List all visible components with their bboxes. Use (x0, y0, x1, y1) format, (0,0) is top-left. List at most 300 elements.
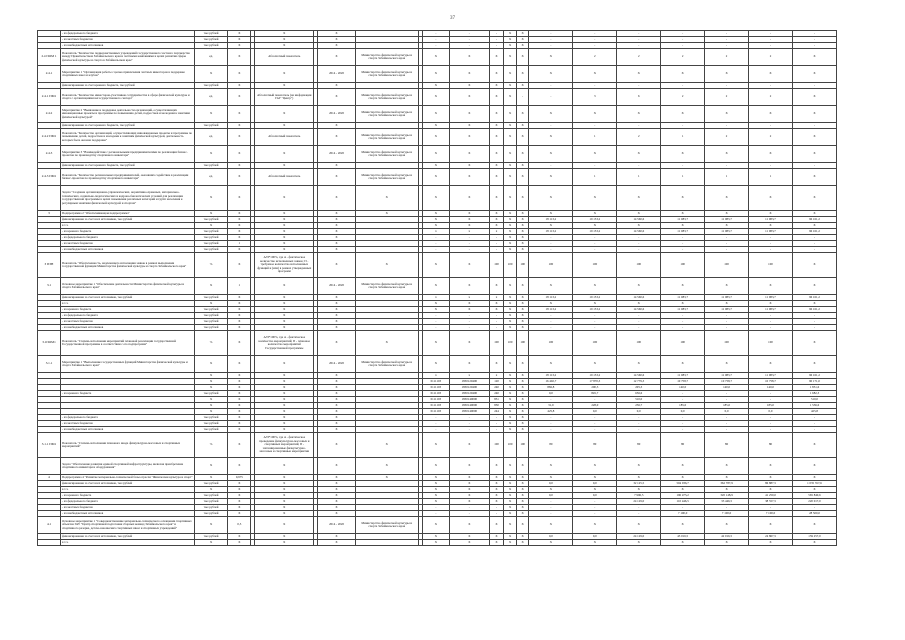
table-cell: X (422, 458, 449, 475)
table-cell: - (489, 325, 504, 331)
table-cell: - (705, 241, 749, 247)
table-cell: X (489, 89, 504, 106)
table-cell: - (573, 427, 617, 433)
table-cell: X (516, 487, 529, 493)
table-cell: X (228, 186, 251, 211)
table-cell: X (749, 186, 793, 211)
table-cell: X (749, 223, 793, 229)
table-cell: 96 161,2 (792, 373, 836, 379)
table-cell: X (422, 301, 449, 307)
table-cell: - (422, 43, 449, 49)
table-cell: - (749, 313, 793, 319)
table-cell: - (529, 83, 573, 89)
table-cell: 10 758,7 (749, 379, 793, 385)
table-cell: X (422, 487, 449, 493)
row-code-cell (38, 186, 61, 211)
table-cell: X (617, 475, 661, 481)
table-cell: 1 682,3 (792, 391, 836, 397)
table-cell: - (489, 241, 504, 247)
table-cell: 11 083,7 (749, 229, 793, 235)
table-cell: - (749, 397, 793, 403)
table-cell: X (318, 313, 356, 319)
table-row (38, 89, 837, 106)
table-cell: тыс.рублей (194, 319, 227, 325)
table-cell: X (504, 66, 517, 83)
row-code-cell (38, 540, 61, 546)
table-cell: X (516, 66, 529, 83)
table-cell: - (705, 31, 749, 37)
table-cell: 236,7 (617, 403, 661, 409)
table-cell: X (516, 223, 529, 229)
table-cell: 11 083,7 (749, 217, 793, 223)
row-description-cell: финансирование за счет краевого бюджета, тыс.рублей (61, 163, 195, 169)
table-cell: - (705, 123, 749, 129)
table-cell: X (573, 301, 617, 307)
table-cell: X (529, 129, 573, 146)
table-cell: 1830120400 (449, 379, 489, 385)
row-description-cell: Мероприятие 1 "Выполнение государственных функций Министерства физической культуры и спорта Забайкальского края" (61, 356, 195, 373)
table-cell: - (422, 241, 449, 247)
table-cell: 2014 - 2020 (318, 278, 356, 295)
table-cell: X (573, 517, 617, 534)
table-row (38, 433, 837, 458)
table-cell: X (194, 278, 227, 295)
table-cell: X (255, 391, 314, 397)
table-cell: X (792, 223, 836, 229)
table-cell: X (489, 106, 504, 123)
table-cell: X (792, 487, 836, 493)
table-cell: X (749, 146, 793, 163)
table-cell: - (661, 427, 705, 433)
table-cell (355, 540, 418, 546)
table-cell: 2 (705, 129, 749, 146)
table-cell: X (449, 493, 489, 499)
table-cell: X (318, 409, 356, 415)
table-cell: 96 161,2 (792, 229, 836, 235)
table-cell: X (661, 211, 705, 217)
table-cell: - (449, 415, 489, 421)
table-cell: 100 (529, 331, 573, 356)
table-cell: - (617, 427, 661, 433)
table-cell: X (422, 223, 449, 229)
table-cell: 0111103 (422, 409, 449, 415)
table-cell: X (529, 475, 573, 481)
table-cell: X (318, 295, 356, 301)
table-cell: X (504, 481, 517, 487)
table-cell: X (318, 37, 356, 43)
table-cell: X (504, 295, 517, 301)
table-cell: 11 083,7 (661, 295, 705, 301)
table-cell: 2 (749, 89, 793, 106)
table-cell: 1 (228, 278, 251, 295)
table-cell: X (516, 278, 529, 295)
table-cell: X (516, 49, 529, 66)
table-cell: X (194, 301, 227, 307)
table-cell: 1 (617, 169, 661, 186)
table-cell: 240 (489, 391, 504, 397)
table-row (38, 458, 837, 475)
table-cell: 11 083,7 (749, 373, 793, 379)
table-cell: - (792, 43, 836, 49)
table-cell: X (228, 253, 251, 278)
table-cell: X (504, 301, 517, 307)
row-description-cell: - из местных бюджетов (61, 241, 195, 247)
table-cell: X (318, 241, 356, 247)
table-cell: - (489, 319, 504, 325)
table-cell: 96 161,2 (792, 307, 836, 313)
table-cell: 0111103 (422, 397, 449, 403)
table-cell: 100 (489, 433, 504, 458)
row-description-cell: Показатель "Обеспеченность, надлежащего исполнения заявок в рамках выполнения государственной функции Министерства физической культуры и спорта Забайкальского края" (61, 253, 195, 278)
table-cell: 33 446,5 (705, 499, 749, 505)
table-cell: X (792, 331, 836, 356)
table-cell: X (529, 356, 573, 373)
table-cell: X (489, 278, 504, 295)
table-cell: 2 (661, 49, 705, 66)
table-cell: 1830120400 (449, 391, 489, 397)
table-cell: X (355, 253, 418, 278)
table-cell: - (529, 163, 573, 169)
table-cell: X (449, 211, 489, 217)
table-cell: 320 148,9 (705, 493, 749, 499)
table-cell: 80 (529, 433, 573, 458)
table-cell: X (504, 517, 517, 534)
table-cell: X (422, 217, 449, 223)
row-description-cell: Мероприятие 2 "Выявление и поддержка деятельности организаций, осуществляющих инновационные проекты и программы по повышению детей, подростков и молодежи к занятиям физической культурой" (61, 106, 195, 123)
table-cell: 11 083,7 (661, 217, 705, 223)
table-cell: - (749, 241, 793, 247)
table-cell: X (661, 223, 705, 229)
row-description-cell: Задача "Создание организационно-управленческих, нормативно-правовых, материально-технических, социально-педагогических и кадрово-биологических условий для реализации государственной программы в целях повышения различных категорий и групп населения к регулярным занятиям физической культурой и спортом" (61, 186, 195, 211)
table-cell: X (504, 534, 517, 540)
table-cell: X (255, 397, 314, 403)
table-row (38, 129, 837, 146)
table-cell: тыс.рублей (194, 307, 227, 313)
table-cell: 7 996,5 (617, 493, 661, 499)
table-cell: X (489, 169, 504, 186)
table-cell: X (255, 146, 314, 163)
table-cell: - (422, 37, 449, 43)
table-cell: X (749, 458, 793, 475)
table-cell: X (504, 373, 517, 379)
table-cell: - (529, 31, 573, 37)
table-cell: X (573, 540, 617, 546)
table-cell: - (529, 313, 573, 319)
table-cell: X (422, 307, 449, 313)
table-cell: 0,0 (529, 534, 573, 540)
table-cell: 14 560,6 (617, 229, 661, 235)
table-cell: 17 870,3 (573, 379, 617, 385)
table-cell: X (422, 331, 449, 356)
table-cell: X (504, 43, 517, 49)
table-cell: 0,0 (705, 409, 749, 415)
table-cell: X (255, 403, 314, 409)
table-cell: X (705, 475, 749, 481)
table-cell: X (504, 458, 517, 475)
table-cell: X (228, 83, 251, 89)
table-cell: X (318, 403, 356, 409)
table-cell: X (318, 427, 356, 433)
table-cell: X (489, 301, 504, 307)
table-cell: X (504, 379, 517, 385)
table-cell: X (617, 146, 661, 163)
table-cell: X (489, 146, 504, 163)
table-cell: X (705, 66, 749, 83)
table-cell: 100 (504, 433, 517, 458)
table-cell: X (516, 83, 529, 89)
table-cell: - (489, 505, 504, 511)
table-cell: тыс.рублей (194, 43, 227, 49)
row-code-cell: 2.4.3 ПМ1 (38, 169, 61, 186)
table-cell: - (449, 313, 489, 319)
table-cell: тыс.рублей (194, 313, 227, 319)
table-cell: - (792, 421, 836, 427)
table-cell: X (792, 129, 836, 146)
table-cell: X (573, 186, 617, 211)
table-cell: X (255, 517, 314, 534)
row-description-cell: - из краевого бюджета (61, 493, 195, 499)
table-cell: X (228, 421, 251, 427)
table-cell: 19 153,2 (573, 229, 617, 235)
table-cell: - (573, 415, 617, 421)
table-cell: ед. (194, 129, 227, 146)
row-code-cell: 3.1.1 ПМ1 (38, 433, 61, 458)
table-cell: - (573, 123, 617, 129)
table-cell: - (529, 89, 573, 106)
table-cell: X (318, 534, 356, 540)
table-cell: - (573, 235, 617, 241)
table-cell: X (228, 499, 251, 505)
table-cell: X (617, 66, 661, 83)
table-cell: 362 787,9 (705, 481, 749, 487)
table-cell: 504 036,7 (661, 481, 705, 487)
table-cell: X (255, 319, 314, 325)
table-cell: 2 (617, 49, 661, 66)
table-cell: - (489, 37, 504, 43)
row-description-cell: - из федерального бюджета (61, 313, 195, 319)
table-cell: X (516, 235, 529, 241)
table-cell: X (255, 223, 314, 229)
row-description-cell: - из краевого бюджета (61, 391, 195, 397)
row-code-cell: 3.1.1 (38, 356, 61, 373)
table-cell: - (749, 43, 793, 49)
table-cell: X (255, 499, 314, 505)
row-description-cell: - из местных бюджетов (61, 37, 195, 43)
table-cell: X (255, 235, 314, 241)
table-cell: тыс.рублей (194, 163, 227, 169)
table-cell: - (661, 241, 705, 247)
table-cell: - (573, 83, 617, 89)
table-cell: X (318, 325, 356, 331)
table-cell: - (449, 427, 489, 433)
table-cell: 100 (749, 331, 793, 356)
table-cell: X (255, 379, 314, 385)
table-cell: 18 113,2 (529, 217, 573, 223)
table-cell: X (573, 356, 617, 373)
table-cell: 6 (617, 89, 661, 106)
table-cell: X (529, 146, 573, 163)
table-cell: X (529, 301, 573, 307)
table-cell: - (529, 43, 573, 49)
table-cell: X (504, 123, 517, 129)
table-cell: - (422, 235, 449, 241)
table-cell: X (255, 475, 314, 481)
table-cell: X (422, 186, 449, 211)
table-cell: X (516, 379, 529, 385)
table-cell: X (504, 385, 517, 391)
table-cell: X (228, 313, 251, 319)
table-cell: X (228, 106, 251, 123)
table-cell: 510,0 (617, 397, 661, 403)
table-cell: 100 (661, 331, 705, 356)
table-cell: 100 (489, 253, 504, 278)
table-cell: - (422, 415, 449, 421)
table-cell: X (318, 169, 356, 186)
table-cell: X (422, 475, 449, 481)
table-cell: - (617, 163, 661, 169)
table-cell: 11 083,7 (661, 373, 705, 379)
table-cell: - (573, 37, 617, 43)
table-cell: 0,0 (529, 391, 573, 397)
table-cell: 14 560,6 (617, 295, 661, 301)
table-cell: X (504, 307, 517, 313)
table-cell: X (255, 247, 314, 253)
table-cell: X (318, 487, 356, 493)
table-row (38, 356, 837, 373)
table-cell: X (318, 163, 356, 169)
table-cell: % (194, 331, 227, 356)
table-cell: 14 560,6 (617, 217, 661, 223)
table-cell: X (792, 211, 836, 217)
table-cell: X (617, 186, 661, 211)
table-cell: - (573, 505, 617, 511)
table-cell: X (422, 433, 449, 458)
table-cell: X (449, 89, 489, 106)
table-cell: - (749, 391, 793, 397)
table-cell: X (449, 517, 489, 534)
table-cell: X (422, 356, 449, 373)
table-cell: X (318, 458, 356, 475)
table-cell: X (422, 49, 449, 66)
table-cell: X (194, 211, 227, 217)
table-cell: X (661, 301, 705, 307)
table-cell: X (617, 223, 661, 229)
row-description-cell: - из федерального бюджета (61, 235, 195, 241)
table-cell: - (529, 37, 573, 43)
table-cell: X (228, 391, 251, 397)
table-cell: тыс.рублей (194, 391, 227, 397)
table-cell: X (749, 106, 793, 123)
table-cell: X (516, 481, 529, 487)
table-cell: 220 017,0 (792, 499, 836, 505)
table-cell: X (228, 129, 251, 146)
table-cell: X (504, 211, 517, 217)
table-cell: X (318, 505, 356, 511)
table-cell: тыс.рублей (194, 235, 227, 241)
table-cell: X (228, 49, 251, 66)
row-description-cell: в т.ч. (61, 487, 195, 493)
table-cell: X (318, 235, 356, 241)
table-cell: X (617, 211, 661, 217)
table-cell: X (318, 211, 356, 217)
table-cell: тыс.рублей (194, 83, 227, 89)
table-cell: - (661, 123, 705, 129)
table-cell: X (705, 540, 749, 546)
table-cell: 656,6 (617, 391, 661, 397)
table-cell: X (318, 511, 356, 517)
table-cell: X (449, 458, 489, 475)
table-cell: - (749, 235, 793, 241)
table-cell: X (422, 517, 449, 534)
table-row (38, 540, 837, 546)
table-cell: X (318, 481, 356, 487)
table-cell: 18 113,2 (529, 373, 573, 379)
table-cell: X (792, 433, 836, 458)
table-cell: - (749, 123, 793, 129)
table-cell: 38 557,5 (749, 499, 793, 505)
table-cell: % (194, 253, 227, 278)
row-description-cell: - из внебюджетных источников (61, 43, 195, 49)
table-cell: X (489, 307, 504, 313)
table-cell: X (792, 146, 836, 163)
table-cell: 2 (705, 49, 749, 66)
table-cell: X (516, 517, 529, 534)
table-cell: X (504, 49, 517, 66)
table-cell: X (504, 505, 517, 511)
table-cell: X (504, 409, 517, 415)
table-cell: X (194, 373, 227, 379)
table-cell: 24 129,0 (617, 499, 661, 505)
table-cell: X (422, 253, 449, 278)
table-cell: - (573, 313, 617, 319)
row-code-cell: 3.1 (38, 278, 61, 295)
table-cell: X (318, 123, 356, 129)
table-cell: 90 171,0 (792, 379, 836, 385)
table-cell: - (449, 505, 489, 511)
table-cell: 16 402,7 (529, 379, 573, 385)
table-cell: X (516, 186, 529, 211)
table-cell: - (573, 319, 617, 325)
table-cell: X (228, 37, 251, 43)
table-cell: - (617, 37, 661, 43)
table-cell: X (504, 421, 517, 427)
table-cell: 28 500,0 (792, 511, 836, 517)
table-cell: X (318, 379, 356, 385)
table-cell: - (516, 89, 529, 106)
table-cell: X (255, 31, 314, 37)
table-cell: X (504, 511, 517, 517)
table-cell: X (504, 487, 517, 493)
table-cell: - (792, 241, 836, 247)
table-cell: X (318, 253, 356, 278)
table-cell: X (504, 313, 517, 319)
table-cell: - (661, 397, 705, 403)
table-cell: X (194, 397, 227, 403)
table-cell: ед. (194, 169, 227, 186)
table-cell: X (228, 493, 251, 499)
table-cell: X (661, 186, 705, 211)
table-cell: X (661, 356, 705, 373)
table-cell: - (792, 415, 836, 421)
table-cell: тыс.рублей (194, 37, 227, 43)
table-cell: 1 851,6 (792, 385, 836, 391)
table-cell: X (228, 433, 251, 458)
row-code-cell: 3.1ПОМ1 (38, 331, 61, 356)
table-cell: X (529, 211, 573, 217)
table-cell: 1830140000 (449, 403, 489, 409)
table-cell: X (228, 331, 251, 356)
table-cell: X (504, 37, 517, 43)
